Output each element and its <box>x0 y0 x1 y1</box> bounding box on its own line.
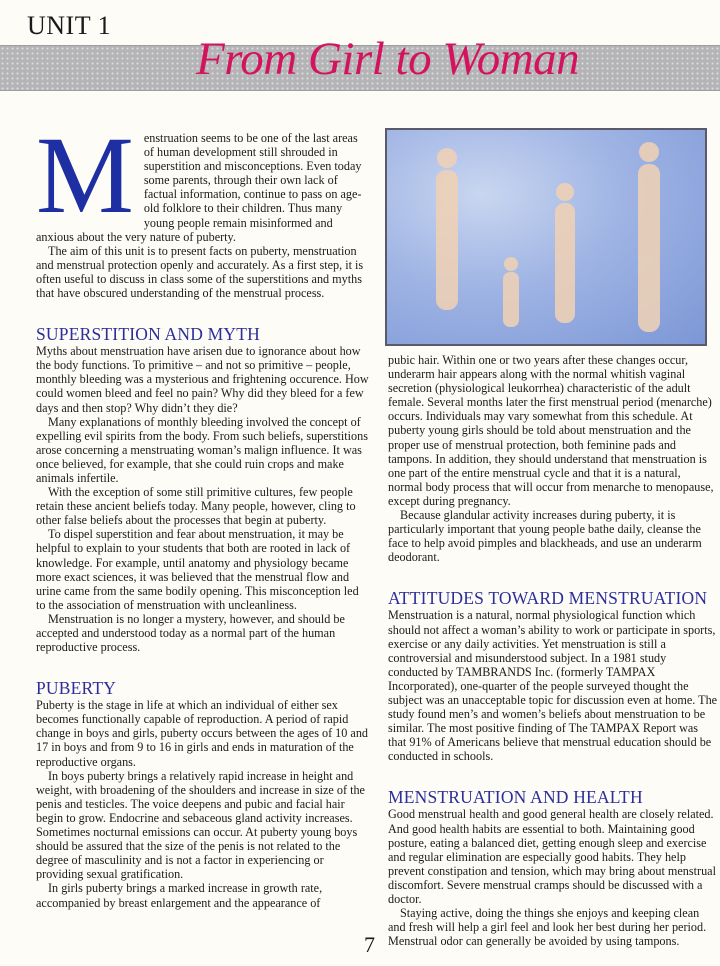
unit-label: UNIT 1 <box>27 11 112 40</box>
spacer <box>36 654 370 678</box>
heading-superstition: SUPERSTITION AND MYTH <box>36 324 260 345</box>
intro-paragraph-1: enstruation seems to be one of the last areas of human development still shrouded in superstition and misconceptions. Even today some parents, through their own lack of factual information, continue to pass on age-old folklore to their children. Thus many young people remain misinformed and anxious about the very nature of puberty. <box>36 131 362 244</box>
paragraph: Menstruation is a natural, normal physiological function which should not affect a woman’s ability to work or participate in sports, exercise or any daily activities. Yet menstruation is still a controversial and misunderstood subject. In a 1981 study conducted by TAMBRANDS Inc. (formerly TAMPAX Incorporated), one-quarter of the people surveyed thought the subject was an unacceptable topic for discussion even at home. The study found men’s and women’s beliefs about menstruation to be similar. The most positive finding of The TAMPAX Report was that 91% of Americans believe that menstrual education should be conducted in schools. <box>388 608 718 764</box>
page-number: 7 <box>364 932 375 957</box>
paragraph: Menstruation is no longer a mystery, however, and should be accepted and understood today as a normal part of the human reproductive process. <box>36 611 345 655</box>
drop-cap: M <box>36 114 134 236</box>
heading-attitudes: ATTITUDES TOWARD MENSTRUATION <box>388 588 708 609</box>
paragraph: In girls puberty brings a marked increase in growth rate, accompanied by breast enlargement and the appearance of <box>36 881 323 910</box>
paragraph: Puberty is the stage in life at which an individual of either sex becomes functionally capable of reproduction. A period of rapid change in boys and girls, puberty occurs between the ages of 10 and 17 in boys and from 9 to 16 in girls and ends in maturation of the reproductive organs. <box>36 698 369 769</box>
paragraph: In boys puberty brings a relatively rapid increase in height and weight, with broadening of the shoulders and increase in size of the penis and testicles. The voice deepens and pubic and facial hair begin to grow. Endocrine and sebaceous gland activity increases. Sometimes nocturnal emissions can occur. At puberty young boys should be assured that the size of the penis is not related to the degree of masculinity and is not a factor in experiencing or providing sexual gratification. <box>36 768 365 882</box>
figure-silhouette <box>555 183 575 323</box>
paragraph: Staying active, doing the things she enjoys and keeping clean and fresh will help a girl feel and look her best during her period. Menstrual odor can generally be avoided by using tampons. <box>388 906 707 949</box>
paragraph: With the exception of some still primitive cultures, few people retain these ancient beliefs today. Many people, however, cling to other false beliefs about the processes that begin at puberty. <box>36 485 356 528</box>
spacer <box>388 564 718 588</box>
paragraph: Many explanations of monthly bleeding involved the concept of expelling evil spirits from the body. From such beliefs, superstitions arose concerning a menstruating woman’s malign influence. It was once believed, for example, that she could ruin crops and make animals infertile. <box>36 414 368 485</box>
spacer <box>36 300 370 324</box>
paragraph: Good menstrual health and good general health are closely related. And good health habits are essential to both. Maintaining good posture, eating a balanced diet, getting enough sleep and exercise and regular elimination are especially good habits. They help prevent constipation and tension, which may bring about menstrual discomfort. Severe menstrual cramps should be discussed with a doctor. <box>388 807 716 906</box>
right-column <box>388 353 718 948</box>
left-column <box>36 114 370 910</box>
figure-silhouette <box>638 142 660 332</box>
paragraph: To dispel superstition and fear about menstruation, it may be helpful to explain to your students that both are rooted in lack of knowledge. For example, until anatomy and physiology became more exact sciences, it was believed that the menstrual flow and urine came from the same bodily opening. This misconception led to the association of menstruation with uncleanliness. <box>36 527 359 612</box>
heading-puberty: PUBERTY <box>36 678 117 699</box>
figure-silhouette <box>503 257 519 327</box>
figure-illustration <box>385 128 707 346</box>
figure-silhouettes <box>387 130 705 344</box>
heading-health: MENSTRUATION AND HEALTH <box>388 787 643 808</box>
paragraph: Myths about menstruation have arisen due to ignorance about how the body functions. To primitive – and not so primitive – people, monthly bleeding was a mysterious and frightening occurence. How could women bleed and feel no pain? Why did they bleed for a few days and then stop? Why didn’t they die? <box>36 344 369 415</box>
spacer <box>388 763 718 787</box>
intro-paragraph-2: The aim of this unit is to present facts on puberty, menstruation and menstrual protection openly and accurately. As a first step, it is often useful to discuss in class some of the superstitions and myths that have obscured understanding of the menstrual process. <box>36 243 364 301</box>
paragraph: Because glandular activity increases during puberty, it is particularly important that young people bathe daily, cleanse the face to help avoid pimples and blackheads, and use an underarm deodorant. <box>388 508 702 565</box>
paragraph: pubic hair. Within one or two years after these changes occur, underarm hair appears along with the normal whitish vaginal secretion (physiological leukorrhea) characteristic of the adult female. Several months later the first menstrual period (menarche) occurs. Individuals may vary somewhat from this schedule. At puberty young girls should be told about menstruation and the proper use of menstrual protection, both feminine pads and tampons. In addition, they should understand that menstruation is one part of the entire menstrual cycle and that it is a natural, normal body process that will occur from menarche to menopause, except during pregnancy. <box>388 353 714 508</box>
figure-silhouette <box>436 148 458 310</box>
page-title: From Girl to Woman <box>196 33 580 85</box>
